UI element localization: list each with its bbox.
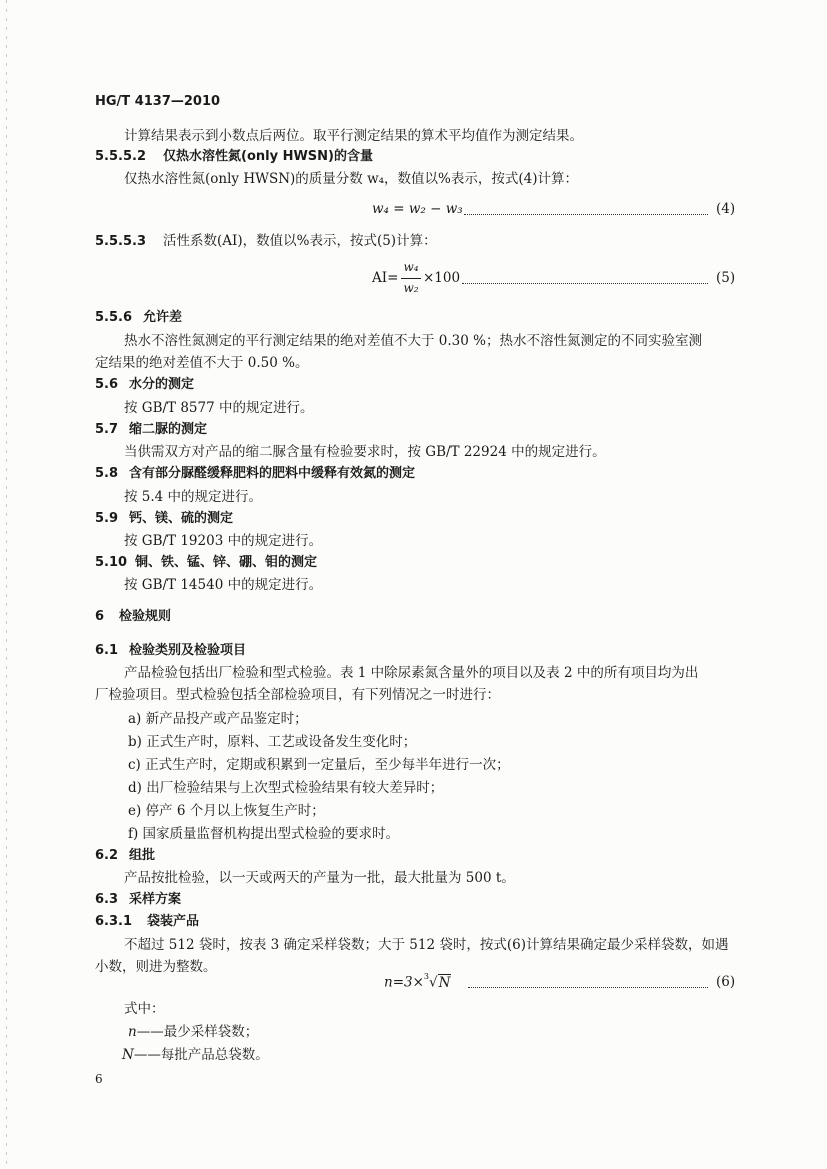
page-number: 6 [95,1072,103,1086]
fraction-bar [401,278,421,279]
equation-6 [384,974,451,991]
root-sign: √ [429,974,438,991]
section-title: 钙、镁、硫的测定 [129,511,234,526]
section-number: 5.5.5.3 [95,234,146,249]
equation-number: (5) [716,270,736,286]
definition-symbol: n [128,1024,137,1040]
section-number: 6.3.1 [95,914,133,929]
equation-5-rhs: ×100 [423,270,461,286]
equation-leader [468,987,708,988]
paragraph-line: 厂检验项目。型式检验包括全部检验项目，有下列情况之一时进行： [95,687,500,703]
section-title: 铜、铁、锰、锌、硼、钼的测定 [135,555,318,570]
section-heading-5-9 [95,510,233,528]
paragraph-line: 计算结果表示到小数点后两位。取平行测定结果的算术平均值作为测定结果。 [124,128,583,144]
section-title: 袋装产品 [147,914,200,929]
equation-4: w₄ = w₂ − w₃ [372,201,463,217]
paragraph-line: 产品检验包括出厂检验和型式检验。表 1 中除尿素氮含量外的项目以及表 2 中的所有项目均为出 [124,665,699,681]
section-title: 组批 [129,848,156,863]
paragraph-line: 按 GB/T 8577 中的规定进行。 [124,400,314,416]
section-number: 6.2 [95,848,119,863]
equation-6-lhs: n=3× [384,974,424,991]
root-index: 3 [423,972,430,981]
section-text: 活性系数(AI)，数值以%表示，按式(5)计算： [163,233,437,249]
equation-5-lhs: AI= [372,270,399,286]
paragraph-line: 产品按批检验，以一天或两天的产量为一批，最大批量为 500 t。 [124,870,515,886]
paragraph-line: 热水不溶性氮测定的平行测定结果的绝对差值不大于 0.30 %；热水不溶性氮测定的不同实验室测 [124,333,702,349]
where-label: 式中： [124,1001,165,1017]
section-number: 5.5.5.2 [95,149,146,164]
equation-leader [462,283,708,284]
page-header: HG/T 4137—2010 [95,94,221,109]
definition-symbol: N [122,1047,134,1063]
equation-leader [464,214,708,215]
list-item: c) 正式生产时，定期或积累到一定量后，至少每半年进行一次； [128,757,510,773]
list-item: b) 正式生产时，原料、工艺或设备发生变化时； [128,734,417,750]
section-title: 允许差 [143,310,183,325]
section-title: 检验类别及检验项目 [129,643,247,658]
section-number: 6.1 [95,643,119,658]
equation-5-denominator: w₂ [403,281,419,295]
list-item: e) 停产 6 个月以上恢复生产时； [128,803,325,819]
section-heading-6-2 [95,847,155,865]
section-title: 采样方案 [129,892,182,907]
section-number: 6 [95,609,105,624]
scan-edge-marks [6,0,7,1169]
paragraph-line: 仅热水溶性氮(only HWSN)的质量分数 w₄，数值以%表示，按式(4)计算： [124,171,579,187]
section-heading-6-3 [95,891,181,909]
list-item: f) 国家质量监督机构提出型式检验的要求时。 [128,826,400,842]
paragraph-line: 定结果的绝对差值不大于 0.50 %。 [95,355,309,371]
section-title: 含有部分脲醛缓释肥料的肥料中缓释有效氮的测定 [129,466,416,481]
definition-text: ——最少采样袋数； [136,1024,259,1040]
equation-6-radicand: N [438,974,451,991]
paragraph-line: 按 GB/T 19203 中的规定进行。 [124,533,323,549]
section-number: 5.8 [95,466,119,481]
section-title: 检验规则 [119,609,172,624]
section-heading-5-5-5-2 [95,148,373,166]
definition-item [122,1046,269,1064]
paragraph-line: 按 GB/T 14540 中的规定进行。 [124,577,323,593]
equation-number: (4) [716,201,736,217]
section-heading-5-7 [95,421,207,439]
paragraph-line: 小数，则进为整数。 [95,959,217,975]
section-heading-5-5-5-3 [95,232,437,251]
section-title: 水分的测定 [129,377,195,392]
section-number: 6.3 [95,892,119,907]
section-heading-5-8 [95,465,415,483]
section-heading-5-10 [95,554,317,572]
paragraph-line: 当供需双方对产品的缩二脲含量有检验要求时，按 GB/T 22924 中的规定进行。 [124,444,606,460]
section-heading-6-3-1 [95,913,199,931]
list-item: a) 新产品投产或产品鉴定时； [128,711,308,727]
definition-text: ——每批产品总袋数。 [133,1047,269,1063]
equation-5-numerator: w₄ [403,260,419,274]
chapter-heading-6 [95,608,171,626]
section-number: 5.10 [95,555,128,570]
equation-number: (6) [716,974,736,990]
section-heading-6-1 [95,642,246,660]
section-number: 5.7 [95,422,119,437]
section-heading-5-5-6 [95,309,182,327]
section-number: 5.9 [95,511,119,526]
paragraph-line: 不超过 512 袋时，按表 3 确定采样袋数；大于 512 袋时，按式(6)计算结果确定最少采样袋数，如遇 [124,937,729,953]
paragraph-line: 按 5.4 中的规定进行。 [124,489,263,505]
section-title: 仅热水溶性氮(only HWSN)的含量 [163,149,373,164]
section-number: 5.5.6 [95,310,133,325]
definition-item [128,1023,258,1041]
list-item: d) 出厂检验结果与上次型式检验结果有较大差异时； [128,780,444,796]
section-number: 5.6 [95,377,119,392]
section-title: 缩二脲的测定 [129,422,208,437]
section-heading-5-6 [95,376,194,394]
